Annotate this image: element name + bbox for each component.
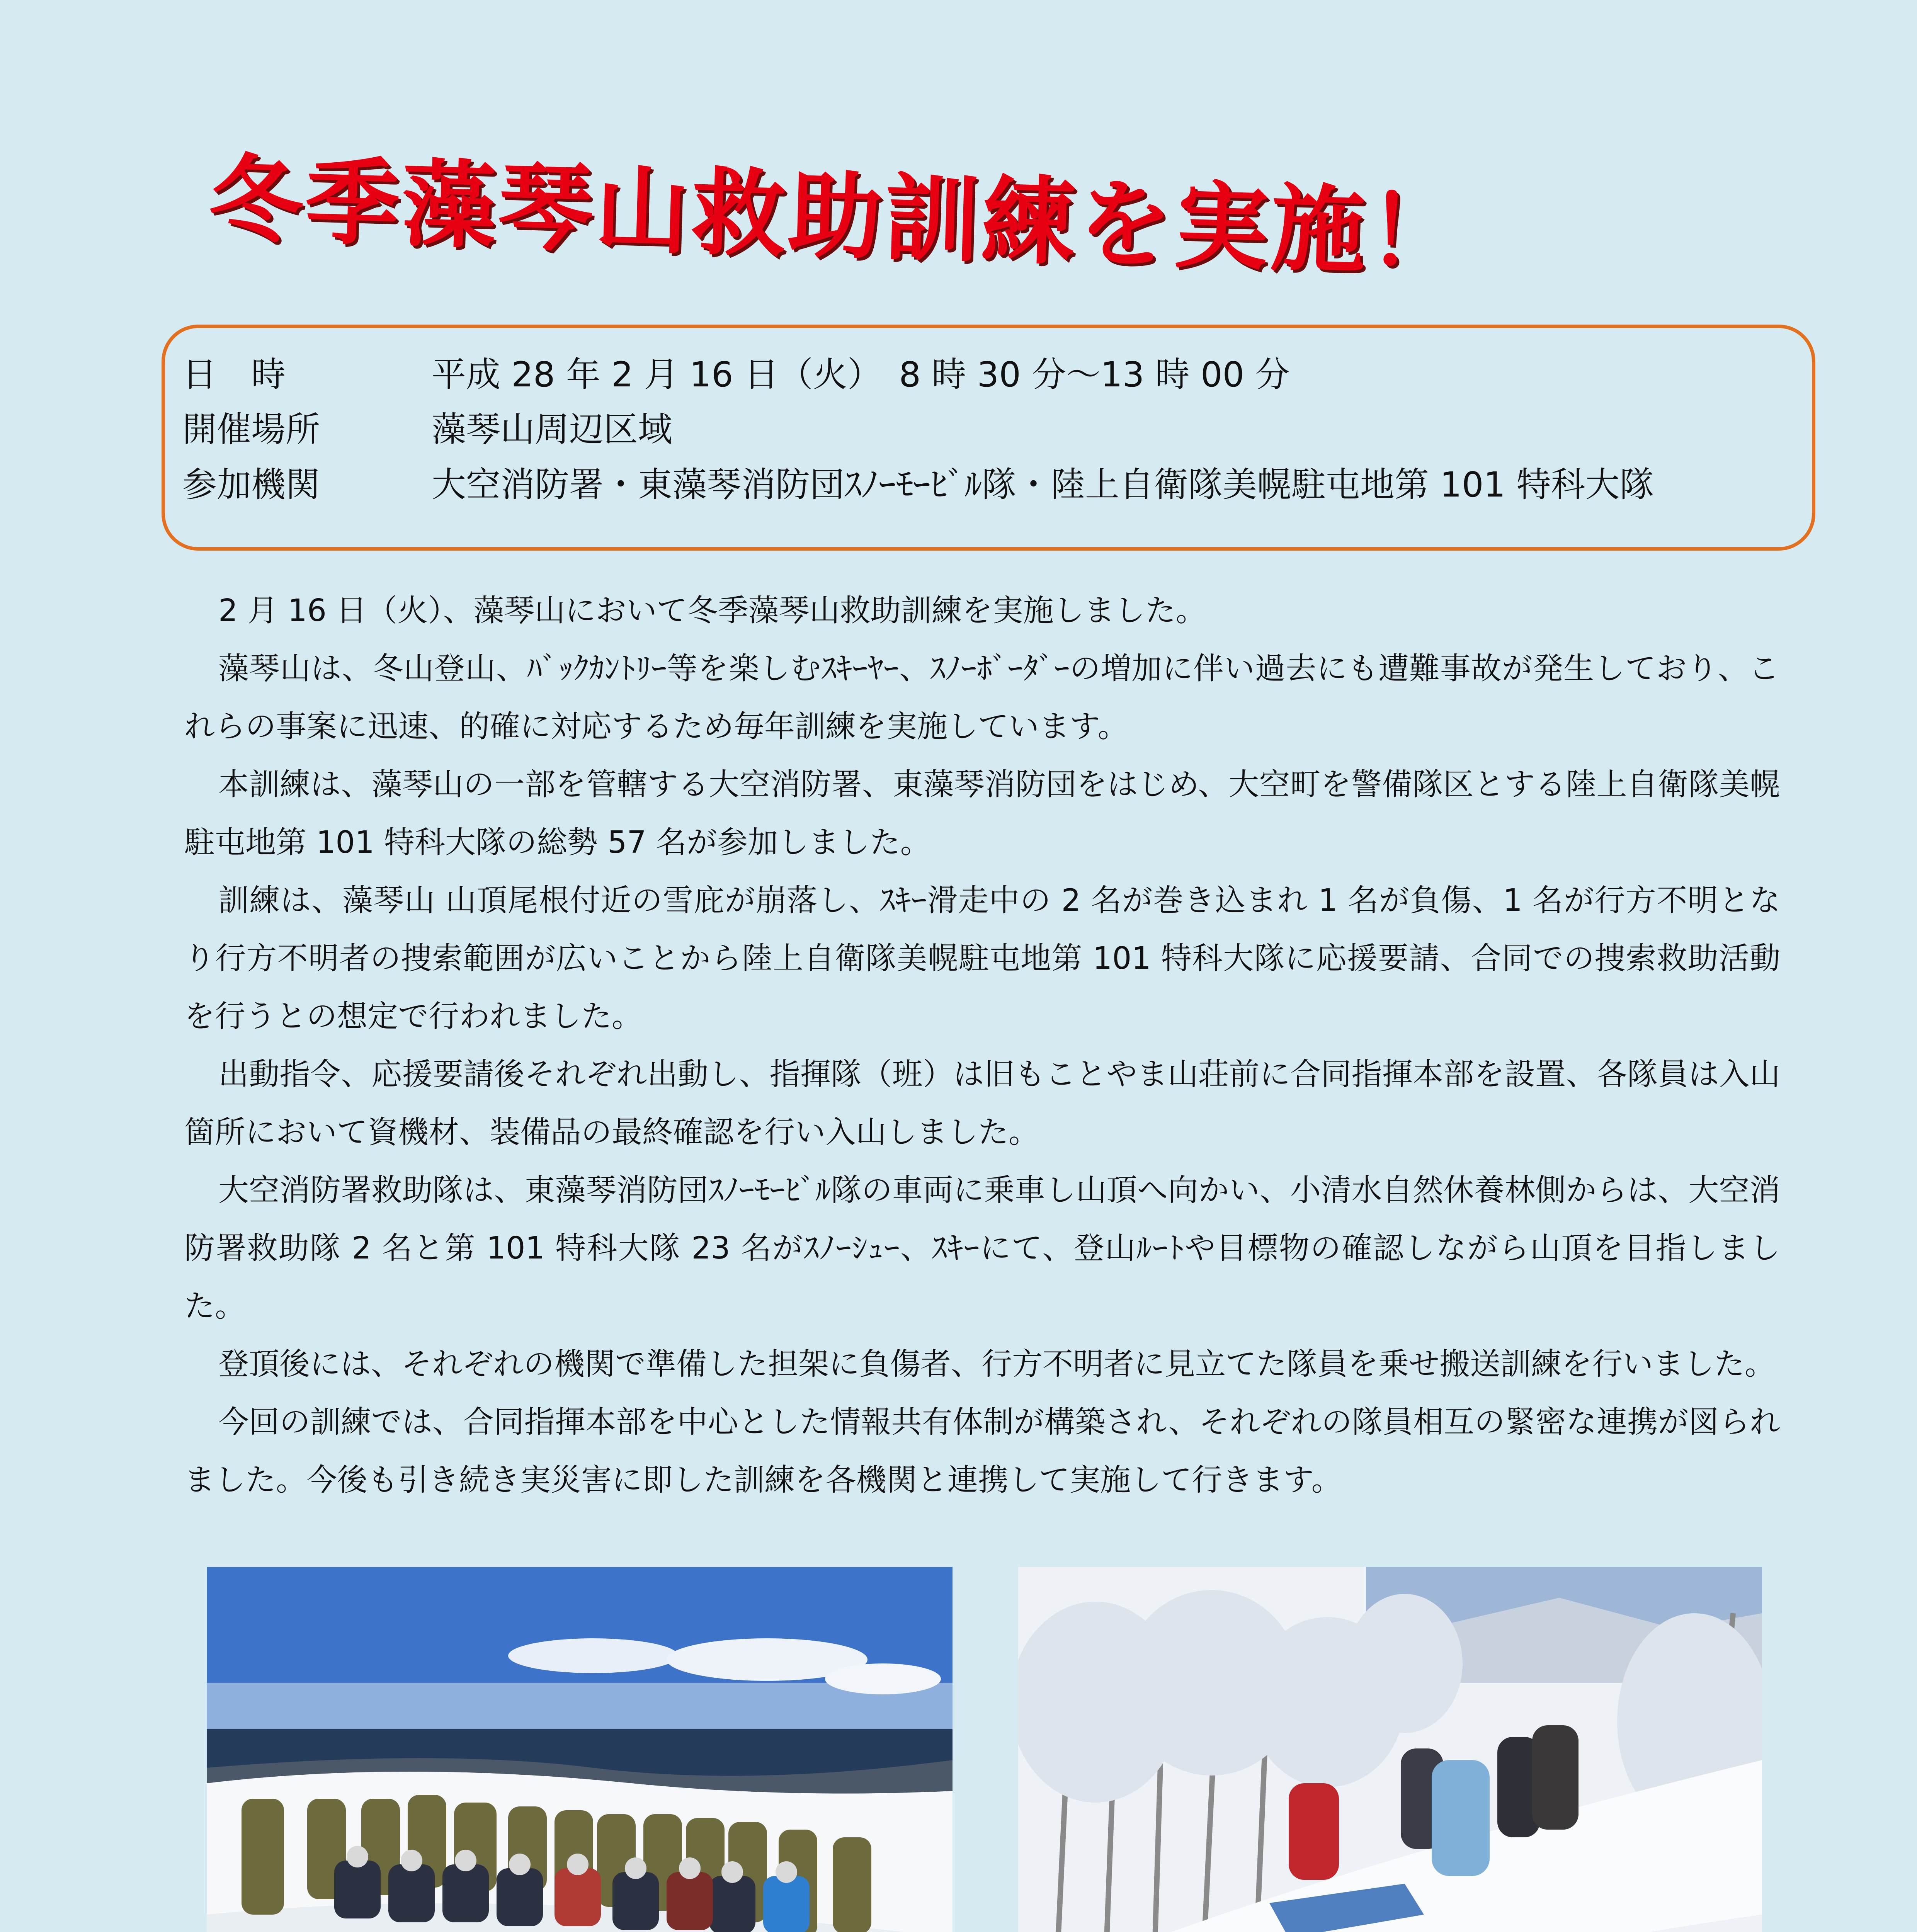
event-info-box <box>162 325 1815 551</box>
date-label: 日 時 <box>182 354 286 395</box>
paragraph: 訓練は、藻琴山 山頂尾根付近の雪庇が崩落し、ｽｷｰ滑走中の 2 名が巻き込まれ 1 名が負傷、1 名が行方不明となり行方不明者の捜索範囲が広いことから陸上自衛隊美幌駐屯地第 101 特科大隊に応援要請、合同での捜索救助活動を行うとの想定で行われました。 <box>184 883 1780 1034</box>
paragraph: 本訓練は、藻琴山の一部を管轄する大空消防署、東藻琴消防団をはじめ、大空町を警備隊区とする陸上自衛隊美幌駐屯地第 101 特科大隊の総勢 57 名が参加しました。 <box>184 767 1780 860</box>
article-body <box>184 582 1780 1509</box>
paragraph: 2 月 16 日（火）、藻琴山において冬季藻琴山救助訓練を実施しました。 <box>218 593 1206 628</box>
organizations-label: 参加機関 <box>182 464 320 505</box>
place-label: 開催場所 <box>182 409 320 449</box>
paragraph: 大空消防署救助隊は、東藻琴消防団ｽﾉｰﾓｰﾋﾞﾙ隊の車両に乗車し山頂へ向かい、小清水自然休養林側からは、大空消防署救助隊 2 名と第 101 特科大隊 23 名がｽﾉｰｼｭｰ、ｽｷｰにて、登山ﾙｰﾄや目標物の確認しながら山頂を目指しました。 <box>184 1172 1780 1324</box>
paragraph: 藻琴山は、冬山登山、ﾊﾞｯｸｶﾝﾄﾘｰ等を楽しむｽｷｰﾔｰ、ｽﾉｰﾎﾞｰﾀﾞｰの増加に伴い過去にも遭難事故が発生しており、これらの事案に迅速、的確に対応するため毎年訓練を実施しています。 <box>184 651 1780 744</box>
photo-group-summit <box>207 1567 953 1932</box>
paragraph: 出動指令、応援要請後それぞれ出動し、指揮隊（班）は旧もことやま山荘前に合同指揮本部を設置、各隊員は入山箇所において資機材、装備品の最終確認を行い入山しました。 <box>184 1056 1781 1150</box>
photo-stretcher-forest <box>1018 1567 1762 1932</box>
organizations-value: 大空消防署・東藻琴消防団ｽﾉｰﾓｰﾋﾞﾙ隊・陸上自衛隊美幌駐屯地第 101 特科大隊 <box>432 464 1654 505</box>
place-value: 藻琴山周辺区域 <box>432 409 672 449</box>
paragraph: 今回の訓練では、合同指揮本部を中心とした情報共有体制が構築され、それぞれの隊員相互の緊密な連携が図られました。今後も引き続き実災害に即した訓練を各機関と連携して実施して行きます。 <box>184 1404 1780 1498</box>
date-value: 平成 28 年 2 月 16 日（火） 8 時 30 分～13 時 00 分 <box>432 354 1290 395</box>
page-title: 冬季藻琴山救助訓練を実施！ <box>207 144 1466 289</box>
paragraph: 登頂後には、それぞれの機関で準備した担架に負傷者、行方不明者に見立てた隊員を乗せ搬送訓練を行いました。 <box>218 1346 1775 1382</box>
